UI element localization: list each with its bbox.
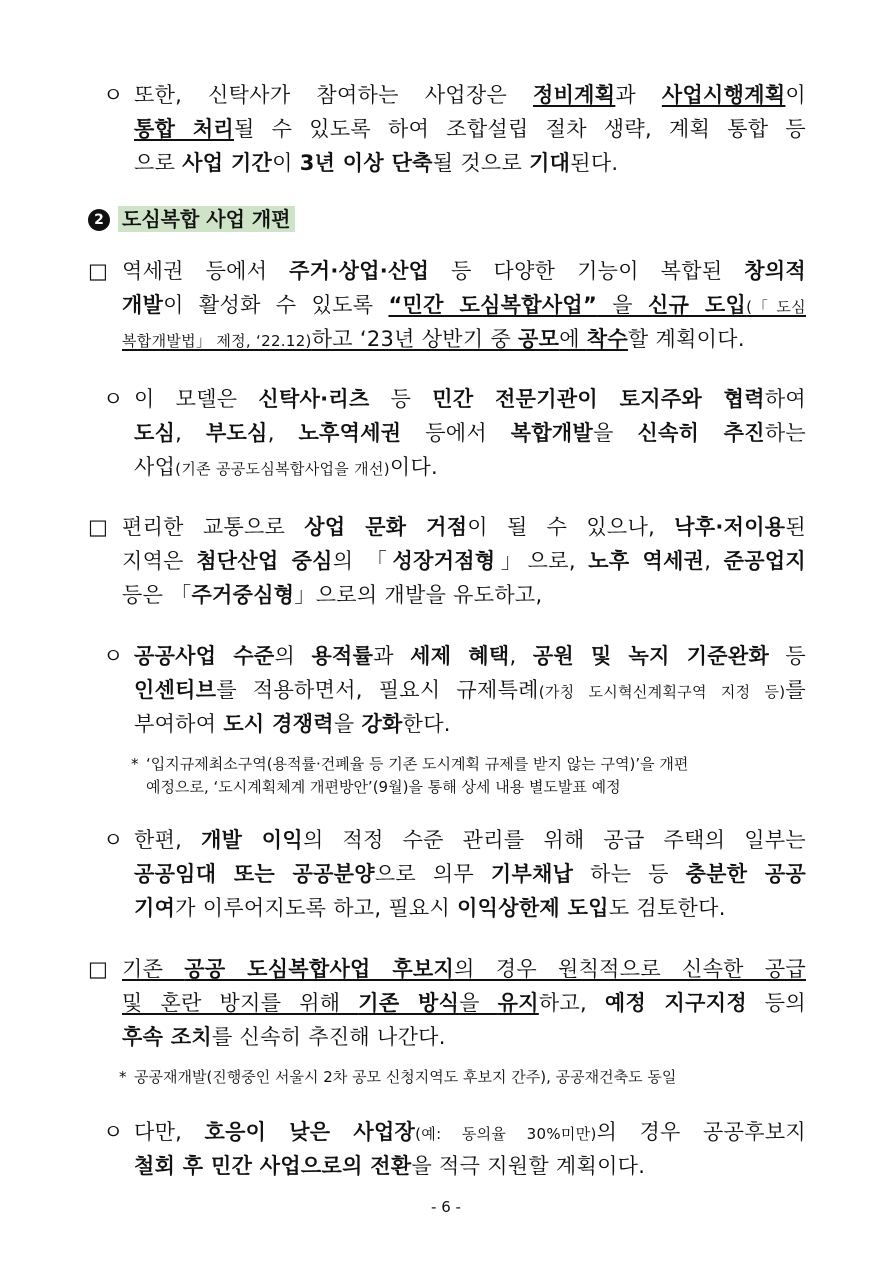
text-run: 등	[769, 644, 806, 668]
text-run: 부도심	[205, 421, 268, 445]
text-run: 사업시행계획	[661, 83, 786, 107]
text-run: 준공업지	[723, 549, 806, 573]
text-run: 강화	[361, 712, 403, 736]
section-title: 도심복합 사업 개편	[118, 206, 295, 232]
text-line	[122, 546, 806, 576]
text-run: 이	[785, 83, 806, 107]
text-run: 될 것으로	[432, 151, 530, 175]
text-run: (가칭 도시혁신계획구역 지정 등)	[538, 683, 786, 701]
text-line	[134, 80, 806, 110]
text-run: “민간 도심복합사업”	[388, 293, 598, 317]
text-run: 의 적정 수준 관리를 위해 공급 주택의 일부는	[302, 828, 806, 852]
text-run: 지역은	[122, 549, 197, 573]
text-run: 의 경우 공공후보지	[596, 1120, 806, 1144]
text-run: 3년 이상 단축	[299, 151, 433, 175]
text-run: 부여하여	[134, 712, 224, 736]
text-run: ,	[175, 421, 206, 445]
bullet-circle: ㅇ	[103, 1120, 124, 1144]
text-run: 공공 도심복합사업 후보지	[184, 957, 455, 981]
text-run: 도심	[134, 421, 176, 445]
text-run: 및 혼란 방지를 위해	[122, 991, 359, 1015]
bullet-square: □	[88, 259, 108, 283]
text-run: 기부채납	[490, 862, 574, 886]
text-line	[122, 580, 542, 610]
text-run: 할 계획이다.	[627, 327, 745, 351]
text-run: 공원 및 녹지 기준완화	[532, 644, 770, 668]
bullet-circle: ㅇ	[103, 387, 124, 411]
text-line	[134, 1117, 806, 1149]
text-run: 에	[559, 327, 587, 351]
text-run: 등에서	[401, 421, 511, 445]
bullet-square: □	[88, 957, 108, 981]
text-run: 가 이루어지도록 하고, 필요시	[175, 896, 458, 920]
text-run: 민간 전문기관이 토지주와 협력	[432, 387, 765, 411]
bullet-circle: ㅇ	[103, 83, 124, 107]
text-line	[122, 1022, 446, 1052]
footnote-marker: *	[119, 1068, 127, 1086]
text-line	[134, 859, 806, 889]
text-run: 의 경우 원칙적으로 신속한 공급	[454, 957, 806, 981]
text-line	[134, 825, 806, 855]
text-run: 도시 경쟁력	[223, 712, 334, 736]
text-run: 도 검토한다.	[608, 896, 726, 920]
text-line	[134, 1151, 645, 1181]
text-run: 주거·상업·산업	[289, 259, 430, 283]
text-run: ,	[509, 644, 533, 668]
text-run: 상업 문화 거점	[304, 515, 468, 539]
text-line	[134, 148, 618, 178]
text-run: 이 모델은	[134, 387, 259, 411]
text-run: 된다.	[570, 151, 619, 175]
text-run: 후속 조치	[122, 1025, 212, 1049]
text-line	[134, 452, 438, 484]
text-run: 을	[597, 293, 648, 317]
text-run: 하여	[764, 387, 807, 411]
text-line	[134, 893, 726, 923]
text-run: 첨단산업 중심	[196, 549, 333, 573]
text-run: 개발 이익	[201, 828, 303, 852]
text-line	[134, 675, 806, 707]
text-run: 을 적극 지원할 계획이다.	[411, 1154, 646, 1178]
text-line	[122, 512, 806, 542]
text-run: 용적률	[311, 644, 374, 668]
text-run: (「도심	[746, 298, 806, 316]
text-run: 공공사업 수준	[134, 644, 275, 668]
text-run: (예: 동의율 30%미만)	[415, 1125, 597, 1143]
text-line	[122, 256, 806, 286]
text-line	[134, 384, 806, 414]
text-run: 을	[593, 421, 638, 445]
text-run: 정비계획	[533, 83, 616, 107]
text-run: 또한, 신탁사가 참여하는 사업장은	[134, 83, 533, 107]
text-line	[122, 324, 745, 356]
text-run: 신속히 추진	[637, 421, 765, 445]
bullet-square: □	[88, 515, 108, 539]
text-line	[134, 114, 806, 144]
text-run: 성장거점형	[392, 549, 496, 573]
text-run: 예정 지구지정	[604, 991, 747, 1015]
text-run: 한다.	[402, 712, 451, 736]
text-run: 이	[272, 151, 300, 175]
text-run: 기존 방식	[358, 991, 460, 1015]
text-run: 등의	[746, 991, 806, 1015]
text-run: 호응이 낮은 사업장	[204, 1120, 416, 1144]
text-run: 기여	[134, 896, 176, 920]
footnote-line: 공공재개발(진행중인 서울시 2차 공모 신청지역도 후보지 간주), 공공재건축도 동일	[134, 1068, 677, 1086]
text-run: 등은 「	[122, 583, 192, 607]
footnote-line: 예정으로, ‘도시계획체계 개편방안’(9월)을 통해 상세 내용 별도발표 예정	[146, 778, 621, 796]
text-line	[134, 418, 806, 448]
text-run: 주거중심형	[191, 583, 295, 607]
text-run: 다만,	[134, 1120, 205, 1144]
text-run: 낙후·저이용	[674, 515, 786, 539]
section-heading	[88, 203, 295, 235]
text-run: 하고 ‘23년 상반기 중	[311, 327, 519, 351]
text-run: 복합개발법」 제정, ‘22.12)	[122, 332, 312, 350]
text-run: 과	[615, 83, 662, 107]
text-run: 를 적용하면서, 필요시 규제특례	[216, 678, 539, 702]
text-run: 된	[785, 515, 806, 539]
text-run: 기존	[122, 957, 185, 981]
text-run: 될 수 있도록 하여 조합설립 절차 생략, 계획 통합 등	[234, 117, 806, 141]
text-run: ,	[267, 421, 299, 445]
section-number-badge: 2	[88, 209, 110, 231]
text-run: 사업 기간	[182, 151, 273, 175]
text-line	[122, 954, 806, 984]
text-run: 신규 도입	[647, 293, 747, 317]
text-run: 의	[274, 644, 312, 668]
text-run: 철회 후 민간 사업으로의 전환	[134, 1154, 412, 1178]
text-run: 충분한 공공	[685, 862, 806, 886]
text-run: 한편,	[134, 828, 202, 852]
text-run: 통합 처리	[134, 117, 235, 141]
text-run: 복합개발	[510, 421, 594, 445]
text-run: 역세권 등에서	[122, 259, 290, 283]
text-run: 사업	[134, 455, 176, 479]
text-run: 기대	[529, 151, 571, 175]
text-run: 이 활성화 수 있도록	[163, 293, 389, 317]
text-line	[134, 641, 806, 671]
text-run: 세제 혜택	[410, 644, 510, 668]
text-run: 등	[369, 387, 433, 411]
text-run: 개발	[122, 293, 164, 317]
text-run: 」으로,	[495, 549, 589, 573]
text-run: 창의적	[744, 259, 806, 283]
text-run: 으로 의무	[374, 862, 491, 886]
text-run: 등 다양한 기능이 복합된	[429, 259, 745, 283]
text-run: 를 신속히 추진해 나간다.	[211, 1025, 446, 1049]
page-number: - 6 -	[431, 1198, 461, 1216]
text-run: 으로	[134, 151, 183, 175]
text-run: 의 「	[332, 549, 393, 573]
footnote-marker: *	[131, 755, 139, 773]
text-run: ,	[704, 549, 724, 573]
text-run: 신탁사·리츠	[258, 387, 370, 411]
text-line	[134, 709, 451, 739]
text-run: 을	[459, 991, 498, 1015]
text-run: 이 될 수 있으나,	[467, 515, 675, 539]
text-run: 이다.	[389, 455, 439, 479]
text-run: 과	[373, 644, 411, 668]
text-run: 하는	[764, 421, 806, 445]
text-run: 공공임대 또는 공공분양	[134, 862, 375, 886]
text-run: (기존 공공도심복합사업을 개선)	[175, 460, 390, 478]
footnote-line: ‘입지규제최소구역(용적률·건폐율 등 기존 도시계획 규제를 받지 않는 구역)’을 개편	[146, 755, 689, 773]
bullet-circle: ㅇ	[103, 828, 124, 852]
text-line	[122, 988, 806, 1018]
text-run: 을	[333, 712, 362, 736]
text-run: 공모	[518, 327, 560, 351]
text-run: 착수	[586, 327, 628, 351]
text-run: 하는 등	[573, 862, 686, 886]
text-run: 유지	[497, 991, 539, 1015]
bullet-circle: ㅇ	[103, 644, 124, 668]
text-run: 노후 역세권	[588, 549, 705, 573]
text-run: 노후역세권	[298, 421, 402, 445]
text-run: 인센티브	[134, 678, 217, 702]
text-run: 이익상한제 도입	[457, 896, 609, 920]
text-run: 」으로의 개발을 유도하고,	[294, 583, 543, 607]
text-run: 편리한 교통으로	[122, 515, 305, 539]
text-line	[122, 290, 806, 322]
text-run: 를	[785, 678, 806, 702]
text-run: 하고,	[538, 991, 605, 1015]
